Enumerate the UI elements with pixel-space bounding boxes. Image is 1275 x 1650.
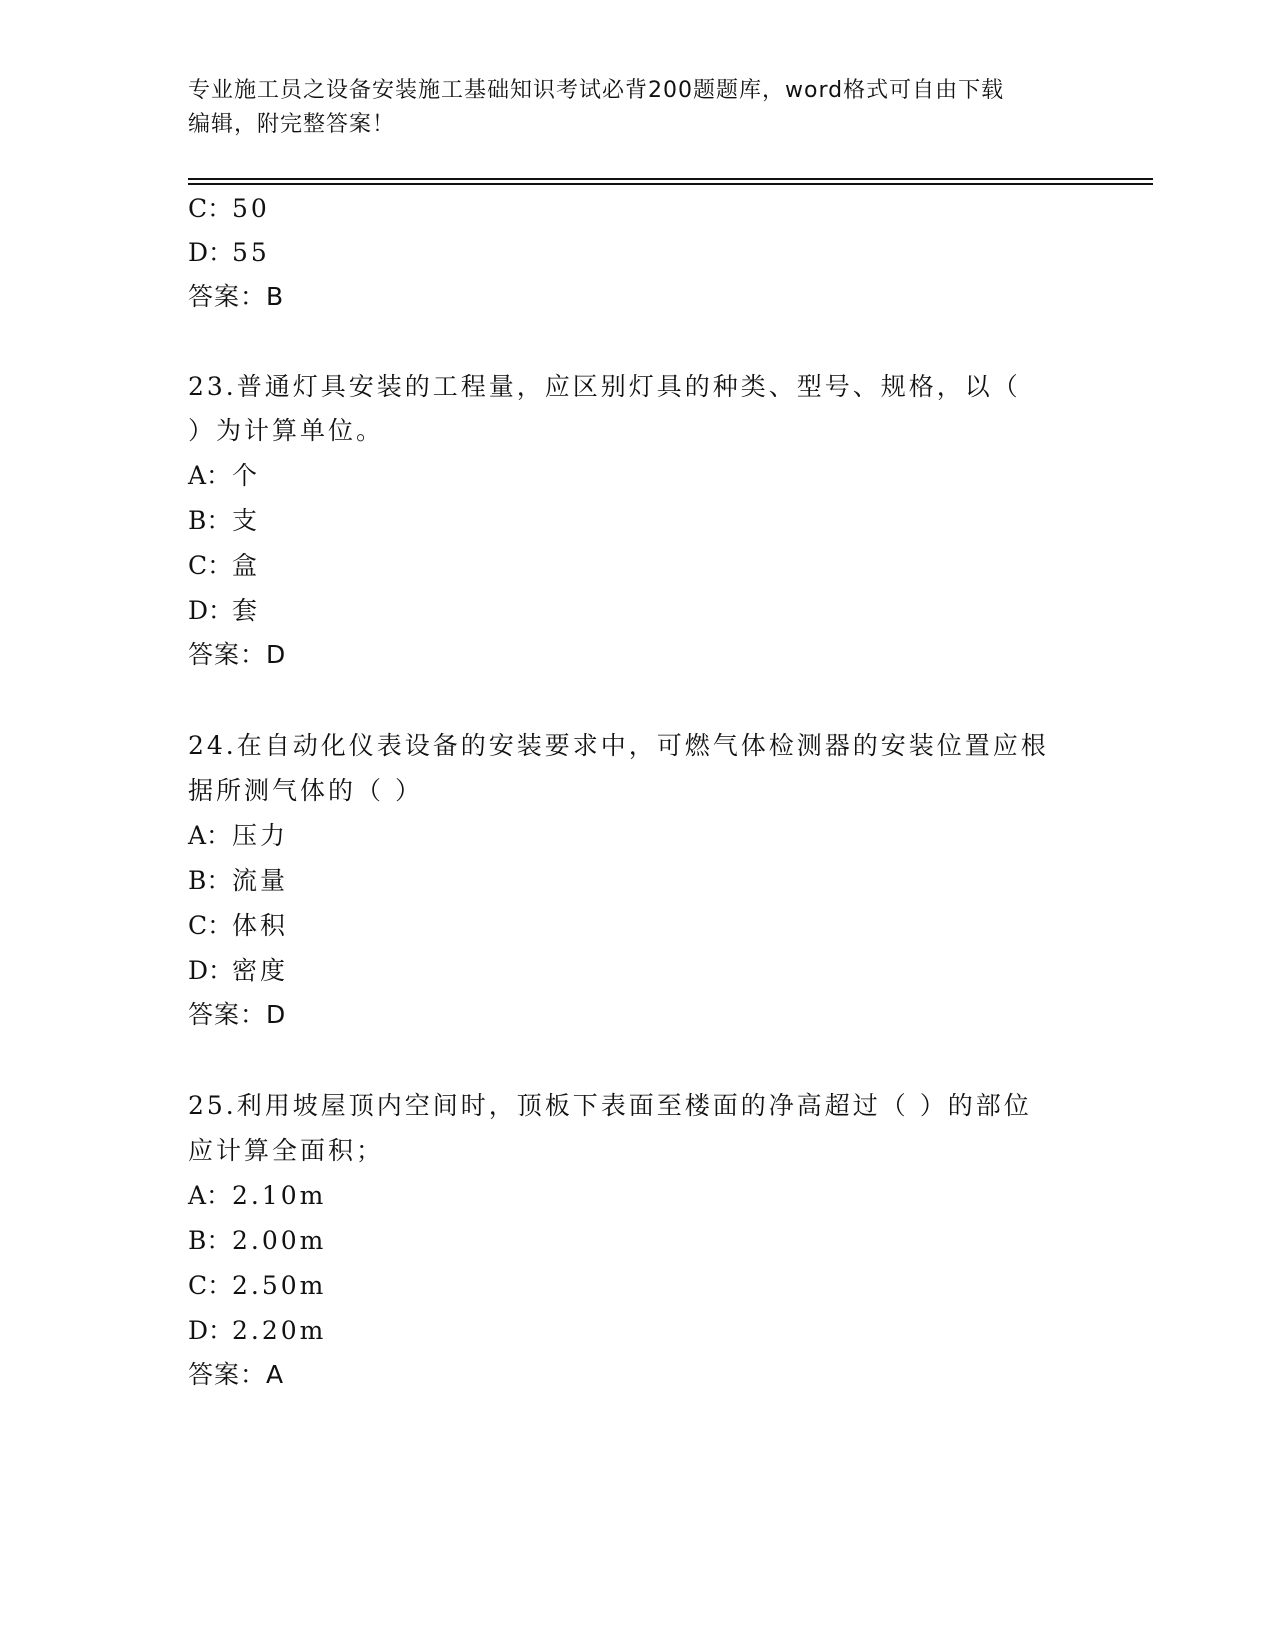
option-text: 2.50m — [232, 1271, 327, 1300]
question-23-option-d — [188, 596, 260, 626]
option-text: 流量 — [232, 866, 289, 895]
question-22-option-d — [188, 238, 270, 268]
option-label: B： — [188, 1226, 232, 1255]
question-25-stem-line-2: 应计算全面积； — [188, 1136, 385, 1165]
question-24-stem-line-1: 24.在自动化仪表设备的安装要求中，可燃气体检测器的安装位置应根 — [188, 731, 1049, 760]
option-text: 55 — [232, 238, 270, 267]
option-label: A： — [188, 1181, 232, 1210]
option-text: 压力 — [232, 821, 289, 850]
question-24-option-a — [188, 821, 288, 851]
question-25-answer: 答案：A — [188, 1360, 285, 1389]
option-text: 支 — [232, 506, 261, 535]
option-text: 个 — [232, 461, 261, 490]
question-24-answer: 答案：D — [188, 1000, 287, 1029]
option-text: 2.00m — [232, 1226, 327, 1255]
option-text: 2.20m — [232, 1316, 327, 1345]
option-label: D： — [188, 1316, 234, 1345]
option-label: B： — [188, 506, 232, 535]
option-label: D： — [188, 596, 234, 625]
option-label: A： — [188, 821, 232, 850]
option-label: D： — [188, 956, 234, 985]
question-25-option-c — [188, 1271, 326, 1301]
question-25-option-a — [188, 1181, 326, 1211]
question-23-option-a — [188, 461, 260, 491]
question-25-stem-line-1: 25.利用坡屋顶内空间时，顶板下表面至楼面的净高超过（ ）的部位 — [188, 1091, 1032, 1120]
question-24-option-d — [188, 956, 288, 986]
page-header — [188, 74, 1088, 142]
question-23-answer: 答案：D — [188, 640, 287, 669]
question-25-option-b — [188, 1226, 326, 1256]
question-23-stem-line-2: ）为计算单位。 — [188, 416, 385, 445]
option-label: C： — [188, 551, 233, 580]
option-text: 2.10m — [232, 1181, 327, 1210]
header-line-2: 编辑，附完整答案！ — [188, 112, 396, 137]
header-divider-top — [188, 178, 1153, 180]
option-text: 套 — [232, 596, 261, 625]
option-label: B： — [188, 866, 232, 895]
option-label: D： — [188, 238, 234, 267]
option-label: C： — [188, 194, 233, 223]
option-text: 50 — [232, 194, 270, 223]
question-23-option-b — [188, 506, 260, 536]
option-text: 盒 — [232, 551, 261, 580]
question-24-option-b — [188, 866, 288, 896]
option-label: C： — [188, 911, 233, 940]
question-23-option-c — [188, 551, 260, 581]
header-line-1: 专业施工员之设备安装施工基础知识考试必背200题题库，word格式可自由下载 — [188, 78, 1005, 103]
question-23-stem-line-1: 23.普通灯具安装的工程量，应区别灯具的种类、型号、规格，以（ — [188, 372, 1021, 401]
option-label: A： — [188, 461, 232, 490]
question-22-answer: 答案：B — [188, 282, 285, 311]
option-label: C： — [188, 1271, 233, 1300]
question-25-option-d — [188, 1316, 326, 1346]
option-text: 体积 — [232, 911, 289, 940]
question-22-option-c — [188, 194, 270, 224]
question-24-option-c — [188, 911, 288, 941]
header-divider-bottom — [188, 183, 1153, 185]
question-24-stem-line-2: 据所测气体的（ ） — [188, 776, 423, 805]
option-text: 密度 — [232, 956, 289, 985]
